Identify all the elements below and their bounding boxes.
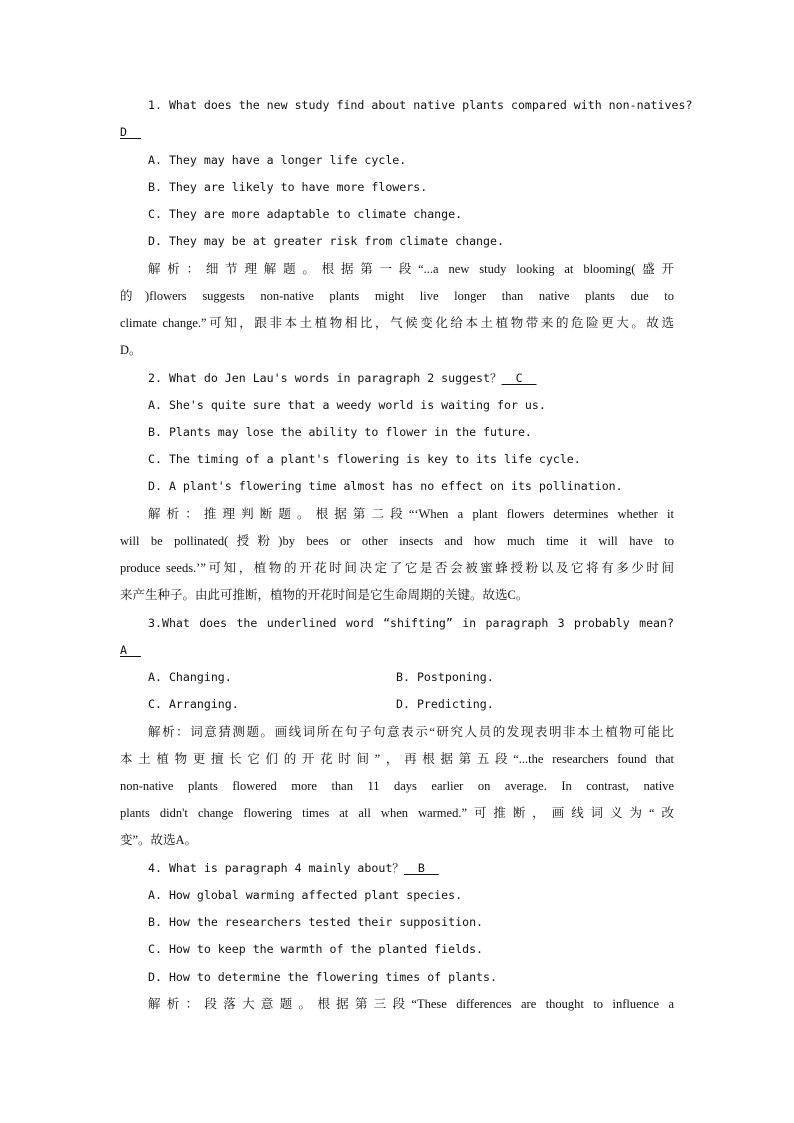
q1-option-d: D. They may be at greater risk from climate change.: [148, 234, 504, 248]
q2-option-d: D. A plant's flowering time almost has no effect on its pollination.: [148, 479, 623, 493]
q3-option-a: A. Changing.: [148, 670, 232, 684]
q3-answer-blank: A: [120, 643, 141, 657]
q3-option-b: B. Postponing.: [396, 670, 494, 684]
q4-question: [148, 855, 674, 882]
q3-explanation-line: non-native plants flowered more than 11 days earlier on average. In contrast, native: [120, 779, 674, 793]
q2-option-c: C. The timing of a plant's flowering is key to its life cycle.: [148, 452, 581, 466]
q4-option-a: A. How global warming affected plant species.: [148, 888, 463, 902]
q2-question-text: 2. What do Jen Lau's words in paragraph 2 suggest？: [148, 371, 502, 385]
q1-explanation-line: 的)flowers suggests non-native plants might live longer than native plants due to: [120, 289, 674, 303]
q3-option-d: D. Predicting.: [396, 697, 494, 711]
q4-option-c: C. How to keep the warmth of the planted fields.: [148, 942, 484, 956]
q4-answer-blank: B: [403, 861, 439, 875]
q3-explanation-line: plants didn't change flowering times at all when warmed.”可推断，画线词义为“改: [120, 806, 674, 820]
q1-option-b: B. They are likely to have more flowers.: [148, 180, 428, 194]
q2-explanation-line: produce seeds.’”可知，植物的开花时间决定了它是否会被蜜蜂授粉以及它将有多少时间: [120, 561, 674, 575]
q1-answer-blank: D: [120, 125, 141, 139]
q1-option-c: C. They are more adaptable to climate change.: [148, 207, 463, 221]
q3-options-row-1: [148, 664, 674, 691]
q1-explanation-line: 解析：细节理解题。根据第一段“...a new study looking at blooming(盛开: [148, 262, 674, 276]
q3-option-c: C. Arranging.: [148, 697, 239, 711]
q4-option-b: B. How the researchers tested their supposition.: [148, 915, 484, 929]
q2-option-b: B. Plants may lose the ability to flower in the future.: [148, 425, 532, 439]
q3-options-row-2: [148, 691, 674, 718]
q2-explanation-line: 来产生种子。由此可推断，植物的开花时间是它生命周期的关键。故选C。: [120, 588, 529, 602]
q2-answer-blank: C: [501, 371, 537, 385]
q3-explanation-line: 本土植物更擅长它们的开花时间”，再根据第五段“...the researchers found that: [120, 752, 674, 766]
q1-question: 1. What does the new study find about native plants compared with non-natives?: [148, 98, 693, 112]
q1-explanation-line: climate change.”可知，跟非本土植物相比，气候变化给本土植物带来的危险更大。故选: [120, 316, 674, 330]
q1-explanation-line: D。: [120, 343, 142, 357]
q1-option-a: A. They may have a longer life cycle.: [148, 153, 407, 167]
q3-answer: [120, 637, 674, 664]
q4-option-d: D. How to determine the flowering times of plants.: [148, 970, 498, 984]
q3-explanation-line: 解析：词意猜测题。画线词所在句子句意表示“研究人员的发现表明非本土植物可能比: [148, 725, 674, 739]
q1-answer: [120, 119, 674, 146]
q3-explanation-line: 变”。故选A。: [120, 833, 198, 847]
q4-question-text: 4. What is paragraph 4 mainly about？: [148, 861, 404, 875]
q2-explanation-line: 解析：推理判断题。根据第二段“‘When a plant flowers determines whether it: [148, 507, 674, 521]
q4-explanation-line: 解析：段落大意题。根据第三段“These differences are thought to influence a: [148, 997, 674, 1011]
q2-option-a: A. She's quite sure that a weedy world is waiting for us.: [148, 398, 546, 412]
q2-explanation-line: will be pollinated(授粉)by bees or other insects and how much time it will have to: [120, 534, 674, 548]
q2-question: [148, 365, 674, 392]
q3-question: 3.What does the underlined word “shifting” in paragraph 3 probably mean?: [148, 616, 674, 630]
